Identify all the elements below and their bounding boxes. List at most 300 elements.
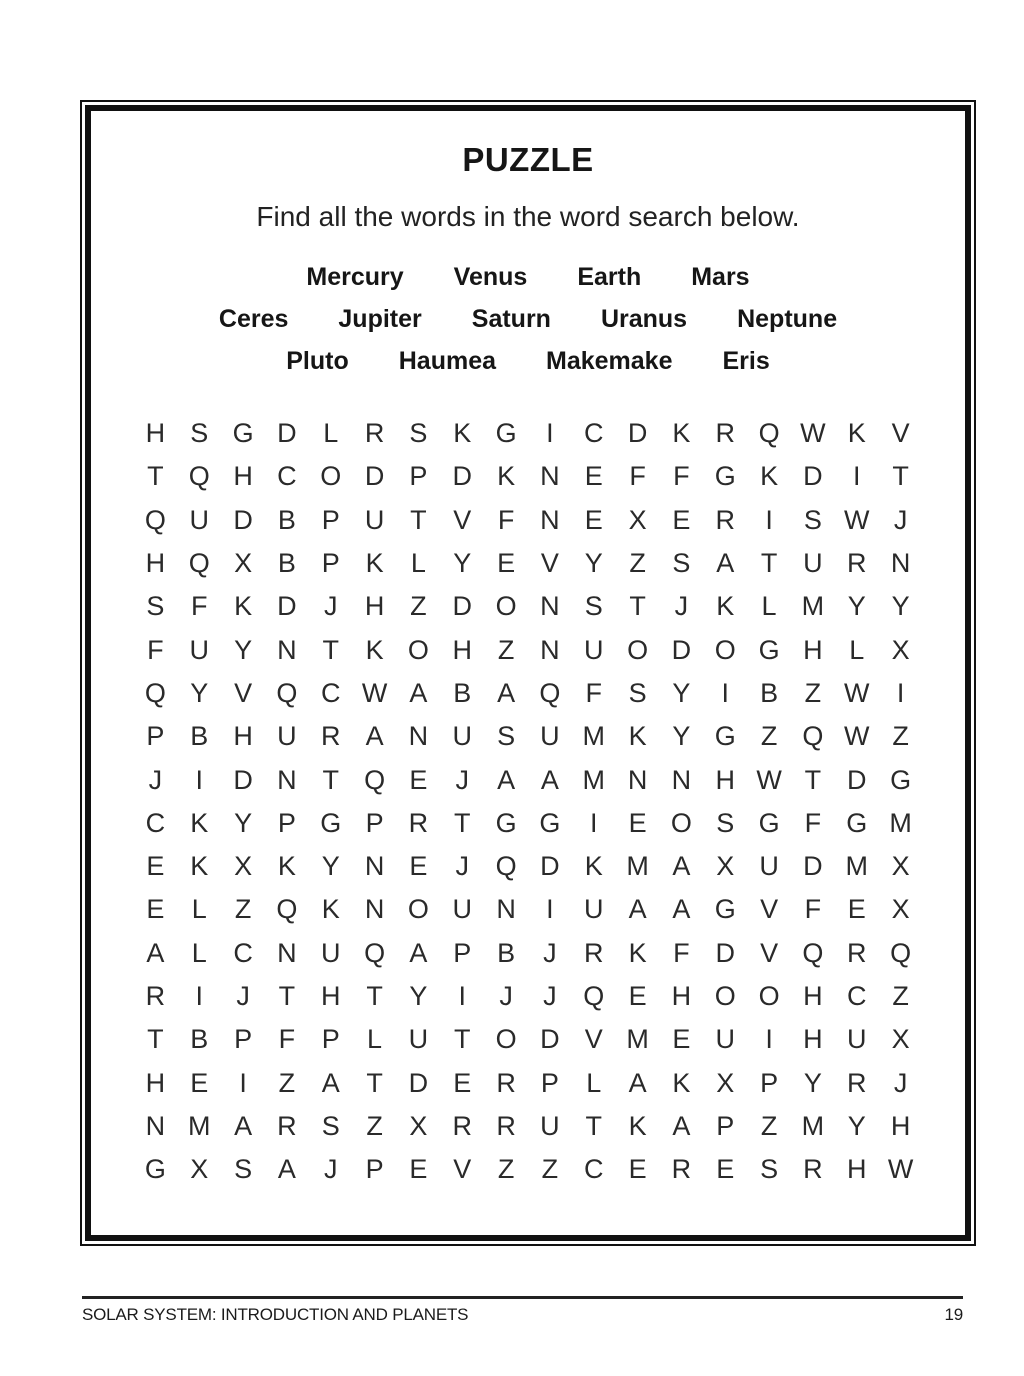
grid-letter: O [627,634,649,665]
grid-letter: U [583,894,604,925]
grid-letter: T [278,981,296,1011]
grid-letter: Y [847,1110,866,1141]
grid-letter: R [715,418,735,449]
grid-letter: Y [409,981,428,1011]
grid-letter: N [364,851,385,882]
grid-letter: P [365,1154,384,1185]
grid-letter: N [145,1110,166,1141]
grid-letter: S [321,1110,340,1141]
grid-letter: Z [760,721,778,752]
grid-letter: G [495,807,517,838]
grid-letter: R [364,418,385,449]
grid-letter: V [891,418,910,449]
grid-letter: T [453,807,471,838]
grid-letter: H [715,764,735,795]
grid-letter: R [145,981,166,1011]
grid-letter: M [889,807,912,838]
grid-letter: P [321,548,340,579]
grid-letter: V [584,1024,603,1055]
grid-letter: S [497,721,516,752]
grid-letter: S [803,504,822,535]
grid-letter: J [499,981,513,1011]
grid-letter: L [586,1067,602,1098]
grid-letter: Y [584,548,603,579]
grid-letter: T [760,548,778,579]
grid-letter: L [761,591,777,622]
grid-letter: A [672,894,691,925]
grid-letter: I [546,418,554,449]
puzzle-frame-outer [80,100,976,1246]
grid-letter: M [801,1110,825,1141]
grid-letter: X [891,634,910,665]
grid-letter: D [540,851,560,882]
grid-letter: K [584,851,603,882]
grid-letter: Z [497,1154,515,1185]
grid-letter: G [758,634,780,665]
grid-letter: M [845,851,868,882]
grid-letter: E [672,504,691,535]
footer-page-number: 19 [944,1305,963,1324]
grid-letter: F [585,677,602,708]
grid-letter: L [367,1024,383,1055]
grid-letter: H [145,548,166,579]
puzzle-frame-inner [85,105,971,1241]
grid-letter: R [452,1110,472,1141]
grid-letter: S [146,591,165,622]
grid-letter: E [847,894,866,925]
grid-letter: Q [188,548,210,579]
grid-letter: J [455,764,469,795]
grid-letter: E [672,1024,691,1055]
grid-letter: E [584,504,603,535]
grid-letter: Q [539,677,561,708]
grid-letter: R [320,721,341,752]
grid-letter: F [673,461,690,492]
grid-letter: X [891,851,910,882]
grid-letter: I [765,1024,773,1055]
grid-letter: P [540,1067,559,1098]
grid-letter: J [893,1067,908,1098]
grid-letter: R [583,937,604,968]
grid-letter: Y [847,591,866,622]
grid-letter: Z [497,634,515,665]
grid-letter: G [890,764,912,795]
grid-letter: E [190,1067,209,1098]
grid-letter: P [453,937,472,968]
word-item: Haumea [398,347,496,375]
grid-letter: C [233,937,253,968]
grid-letter: I [239,1067,247,1098]
word-item: Mercury [306,263,404,291]
grid-letter: N [408,721,429,752]
grid-letter: D [540,1024,560,1055]
grid-letter: V [234,677,253,708]
grid-letter: T [322,764,339,795]
grid-letter: G [495,418,517,449]
grid-letter: O [407,634,429,665]
grid-letter: C [145,807,166,838]
grid-letter: L [191,894,207,925]
grid-letter: U [846,1024,867,1055]
grid-letter: A [540,764,559,795]
word-list [91,263,965,376]
grid-letter: W [756,764,782,795]
grid-letter: Z [366,1110,383,1141]
grid-letter: Q [890,937,912,968]
grid-letter: A [628,1067,647,1098]
grid-letter: S [716,807,735,838]
grid-letter: U [540,721,560,752]
grid-letter: R [408,807,429,838]
grid-letter: Q [144,677,166,708]
grid-letter: F [497,504,515,535]
grid-letter: K [365,548,384,579]
grid-letter: R [496,1110,516,1141]
grid-letter: M [626,1024,649,1055]
page-footer [82,1296,963,1325]
grid-letter: S [672,548,691,579]
grid-letter: S [628,677,647,708]
grid-letter: A [672,1110,691,1141]
grid-letter: O [320,461,342,492]
grid-letter: D [846,764,867,795]
grid-letter: E [453,1067,472,1098]
grid-letter: J [543,981,557,1011]
grid-letter: C [277,461,297,492]
grid-letter: N [277,634,297,665]
grid-letter: K [321,894,340,925]
grid-letter: P [716,1110,735,1141]
grid-letter: D [364,461,385,492]
grid-letter: Q [583,981,605,1011]
grid-letter: N [540,504,560,535]
grid-letter: C [583,1154,604,1185]
word-list-row [91,305,965,334]
grid-letter: T [366,1067,383,1098]
grid-letter: L [410,548,426,579]
grid-letter: Z [892,721,909,752]
grid-letter: K [847,418,866,449]
grid-letter: Q [276,894,298,925]
grid-letter: R [671,1154,692,1185]
grid-letter: F [278,1024,296,1055]
grid-letter: V [760,894,779,925]
grid-letter: D [803,461,823,492]
grid-letter: D [452,461,472,492]
grid-letter: P [409,461,428,492]
grid-letter: F [804,807,822,838]
word-item: Ceres [218,305,289,333]
grid-letter: Z [541,1154,559,1185]
grid-letter: S [190,418,209,449]
grid-letter: Q [188,461,210,492]
grid-letter: P [234,1024,253,1055]
grid-letter: X [409,1110,428,1141]
grid-letter: Z [804,677,822,708]
grid-letter: F [804,894,822,925]
grid-letter: O [714,981,736,1011]
grid-letter: U [452,721,472,752]
grid-letter: Q [276,677,298,708]
word-item: Pluto [286,347,349,375]
grid-letter: F [147,634,164,665]
grid-letter: Y [190,677,209,708]
grid-letter: O [495,1024,517,1055]
grid-letter: H [145,418,166,449]
grid-letter: K [716,591,735,622]
grid-letter: T [892,461,909,492]
grid-letter: J [893,504,908,535]
grid-letter: A [234,1110,253,1141]
word-item: Eris [722,347,770,375]
grid-letter: O [670,807,692,838]
grid-letter: H [803,1024,823,1055]
grid-letter: A [497,764,516,795]
grid-letter: M [626,851,649,882]
grid-letter: G [232,418,254,449]
grid-letter: D [277,591,297,622]
grid-letter: Q [364,937,386,968]
grid-letter: H [233,461,253,492]
grid-letter: K [453,418,472,449]
grid-letter: A [409,937,428,968]
grid-letter: Y [672,677,691,708]
grid-letter: N [540,591,560,622]
grid-letter: I [896,677,905,708]
grid-letter: O [407,894,429,925]
grid-letter: I [546,894,554,925]
grid-letter: D [233,764,253,795]
word-search-grid [134,412,923,1191]
grid-letter: B [277,548,296,579]
grid-letter: M [582,721,605,752]
grid-letter: S [234,1154,253,1185]
grid-letter: M [582,764,605,795]
grid-letter: O [495,591,517,622]
grid-letter: L [191,937,207,968]
grid-letter: P [321,1024,340,1055]
grid-letter: K [365,634,384,665]
word-item: Uranus [600,305,688,333]
grid-letter: S [760,1154,779,1185]
grid-letter: R [846,937,867,968]
grid-letter: K [760,461,779,492]
grid-letter: I [589,807,598,838]
grid-letter: W [844,721,870,752]
grid-letter: C [846,981,867,1011]
grid-letter: P [146,721,165,752]
grid-letter: G [714,721,736,752]
grid-letter: T [804,764,822,795]
grid-letter: F [629,461,646,492]
grid-letter: A [409,677,428,708]
grid-letter: I [458,981,466,1011]
grid-letter: G [714,461,736,492]
grid-letter: A [277,1154,296,1185]
grid-letter: W [800,418,826,449]
grid-letter: D [452,591,472,622]
grid-letter: X [716,1067,735,1098]
grid-letter: T [410,504,427,535]
grid-letter: E [716,1154,735,1185]
word-item: Earth [577,263,642,291]
grid-letter: E [628,981,647,1011]
grid-letter: P [321,504,340,535]
grid-letter: D [408,1067,429,1098]
grid-letter: W [887,1154,914,1185]
grid-letter: K [190,851,209,882]
grid-letter: F [190,591,208,622]
grid-letter: N [496,894,516,925]
grid-letter: W [844,677,870,708]
grid-letter: Z [629,548,646,579]
word-list-row [91,347,965,376]
grid-letter: B [190,1024,209,1055]
grid-letter: V [540,548,559,579]
grid-letter: Y [891,591,910,622]
grid-letter: Z [410,591,427,622]
grid-letter: X [891,894,910,925]
grid-letter: J [323,1154,338,1185]
grid-letter: E [409,764,428,795]
word-item: Neptune [737,305,838,333]
grid-letter: R [803,1154,823,1185]
grid-letter: R [496,1067,516,1098]
grid-letter: Y [672,721,691,752]
grid-letter: P [365,807,384,838]
grid-letter: Y [321,851,340,882]
grid-letter: D [627,418,648,449]
grid-letter: Z [234,894,252,925]
grid-letter: U [320,937,341,968]
grid-letter: U [277,721,297,752]
grid-letter: B [760,677,779,708]
grid-letter: U [715,1024,735,1055]
grid-letter: F [673,937,690,968]
grid-letter: N [277,764,297,795]
grid-letter: E [409,1154,428,1185]
grid-letter: T [453,1024,471,1055]
grid-letter: I [195,981,203,1011]
grid-letter: T [629,591,646,622]
grid-letter: T [322,634,339,665]
grid-letter: I [721,677,729,708]
grid-letter: W [844,504,870,535]
grid-letter: E [409,851,428,882]
grid-letter: D [233,504,253,535]
grid-letter: H [364,591,385,622]
grid-letter: A [365,721,384,752]
grid-letter: R [846,548,867,579]
grid-letter: U [759,851,779,882]
grid-letter: N [890,548,911,579]
grid-letter: Q [758,418,780,449]
grid-letter: R [277,1110,297,1141]
grid-letter: K [234,591,253,622]
grid-letter: I [765,504,773,535]
grid-letter: S [409,418,428,449]
grid-letter: H [145,1067,166,1098]
grid-letter: X [190,1154,209,1185]
grid-letter: X [234,548,253,579]
grid-letter: H [233,721,253,752]
grid-letter: K [672,1067,691,1098]
word-item: Venus [453,263,528,291]
grid-letter: I [852,461,861,492]
grid-letter: Q [364,764,386,795]
grid-letter: Q [495,851,517,882]
grid-letter: J [236,981,250,1011]
grid-letter: R [715,504,735,535]
grid-letter: Y [234,807,253,838]
grid-letter: H [803,981,823,1011]
grid-letter: R [846,1067,867,1098]
grid-letter: X [628,504,647,535]
grid-letter: E [497,548,516,579]
grid-letter: C [320,677,341,708]
grid-letter: N [277,937,297,968]
grid-letter: G [144,1154,166,1185]
footer-book-title: SOLAR SYSTEM: INTRODUCTION AND PLANETS [82,1305,469,1324]
grid-letter: K [672,418,691,449]
grid-letter: J [674,591,689,622]
grid-letter: D [803,851,823,882]
grid-letter: H [846,1154,867,1185]
grid-letter: H [671,981,692,1011]
grid-letter: O [714,634,736,665]
grid-letter: K [277,851,296,882]
word-item: Jupiter [338,305,422,333]
grid-letter: B [497,937,516,968]
grid-letter: G [714,894,736,925]
grid-letter: N [540,634,560,665]
grid-letter: U [364,504,385,535]
grid-letter: C [583,418,604,449]
grid-letter: U [189,634,209,665]
grid-letter: U [540,1110,560,1141]
grid-letter: U [452,894,472,925]
grid-letter: M [801,591,825,622]
grid-letter: D [277,418,297,449]
grid-letter: E [146,851,165,882]
grid-letter: K [628,721,647,752]
grid-letter: B [190,721,209,752]
grid-letter: N [627,764,648,795]
grid-letter: D [715,937,735,968]
word-list-row [91,263,965,292]
grid-letter: Z [278,1067,296,1098]
puzzle-instructions: Find all the words in the word search below. [256,201,800,232]
grid-letter: E [628,1154,647,1185]
grid-letter: K [497,461,516,492]
grid-letter: T [147,461,164,492]
grid-letter: X [716,851,735,882]
grid-letter: Q [144,504,166,535]
grid-letter: N [364,894,385,925]
grid-letter: A [146,937,165,968]
grid-letter: U [583,634,604,665]
grid-letter: U [803,548,823,579]
word-item: Makemake [546,347,673,375]
grid-letter: J [455,851,469,882]
word-item: Mars [691,263,750,291]
grid-letter: A [628,894,647,925]
grid-letter: G [758,807,780,838]
grid-letter: H [890,1110,911,1141]
grid-letter: G [846,807,868,838]
grid-letter: H [452,634,472,665]
grid-letter: Y [453,548,472,579]
